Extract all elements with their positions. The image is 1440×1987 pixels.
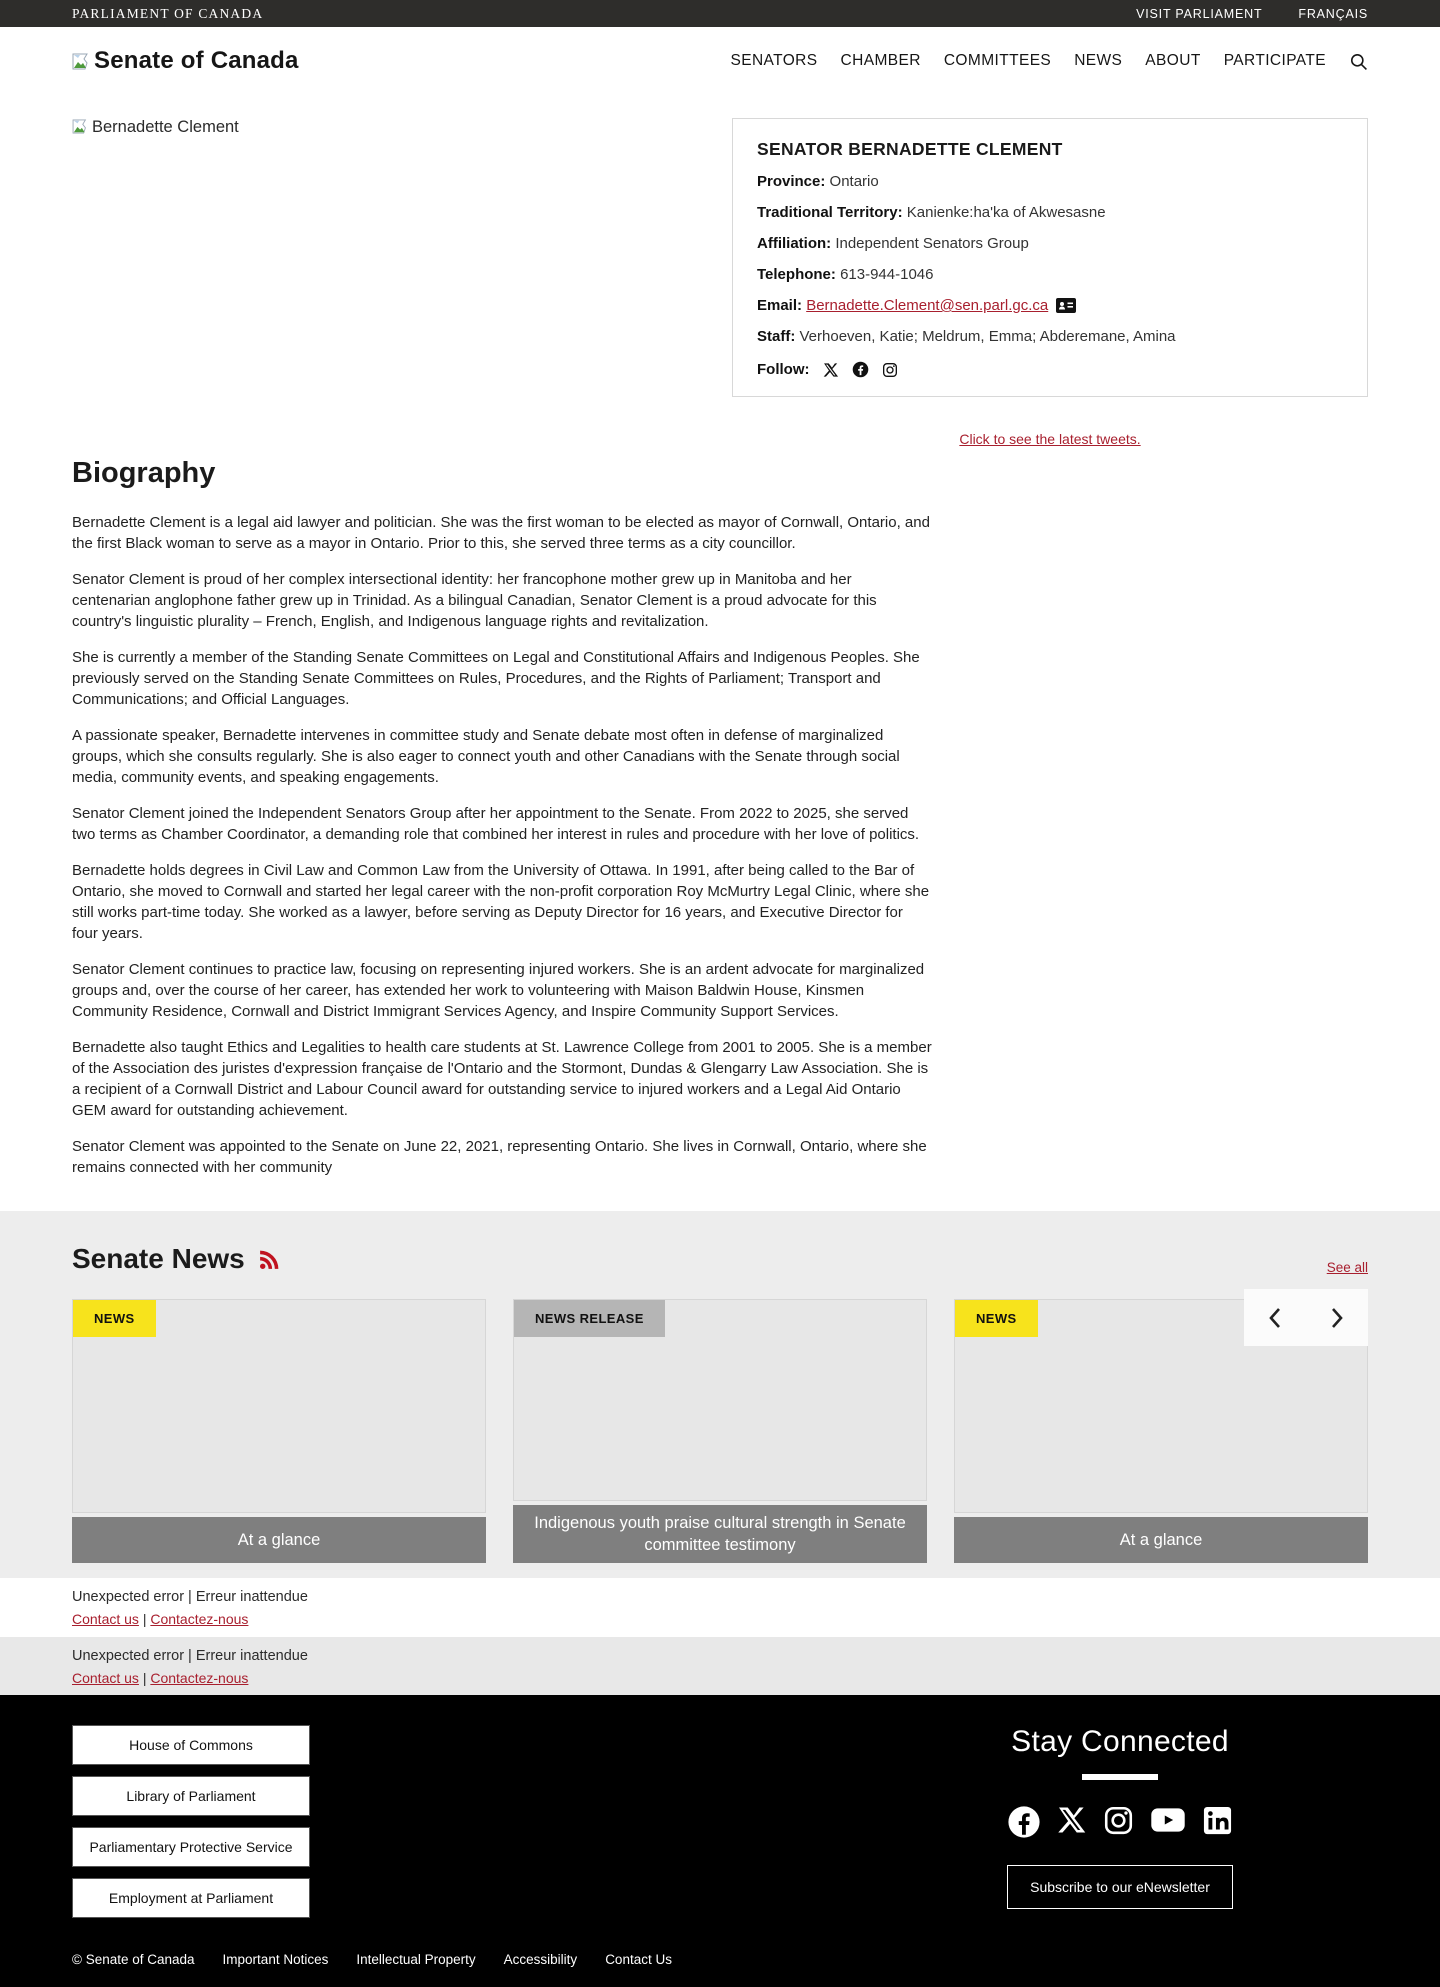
nav-senators[interactable]: SENATORS xyxy=(730,52,818,69)
nav-news[interactable]: NEWS xyxy=(1074,52,1123,69)
territory-row: Traditional Territory: Kanienke:ha'ka of Akwesasne xyxy=(757,204,1106,221)
biography-title: Biography xyxy=(72,457,216,489)
linkedin-icon[interactable] xyxy=(1202,1805,1233,1839)
see-all-link[interactable]: See all xyxy=(1326,1260,1368,1275)
senator-photo-alt-text: Bernadette Clement xyxy=(92,118,239,136)
library-of-parliament-button[interactable]: Library of Parliament xyxy=(72,1776,310,1816)
broken-image-icon xyxy=(72,119,90,134)
biography-section xyxy=(72,457,932,1178)
biography-paragraph: Senator Clement continues to practice law, focusing on representing injured workers. She is an ardent advocate for marginalized groups and, over the course of her career, has extended her work to volunteering with Maison Baldwin House, Kinsmen Community Residence, Cornwall and District Immigrant Services Agency, and Inspire Community Support Services. xyxy=(72,961,925,1020)
visit-parliament-link[interactable]: VISIT PARLIAMENT xyxy=(1136,6,1263,21)
news-card-title: At a glance xyxy=(954,1517,1368,1563)
affiliation-row: Affiliation: Independent Senators Group xyxy=(757,235,1029,252)
nav-committees[interactable]: COMMITTEES xyxy=(943,52,1052,69)
error-strip: Unexpected error | Erreur inattendue Contact us | Contactez-nous xyxy=(0,1578,1440,1637)
accessibility-link[interactable]: Accessibility xyxy=(503,1952,578,1967)
biography-paragraph: Bernadette Clement is a legal aid lawyer and politician. She was the first woman to be elected as mayor of Cornwall, Ontario, and the first Black woman to serve as a mayor in Ontario. Prior to this, she served three terms as a city councillor. xyxy=(72,514,930,552)
instagram-icon[interactable] xyxy=(882,362,898,378)
employment-at-parliament-button[interactable]: Employment at Parliament xyxy=(72,1878,310,1918)
footer-bottom-bar xyxy=(72,1952,1368,1987)
x-icon[interactable] xyxy=(1057,1805,1087,1839)
senate-logo[interactable] xyxy=(72,47,299,75)
x-icon[interactable] xyxy=(823,362,839,378)
facebook-icon[interactable] xyxy=(852,361,869,378)
latest-tweets-link[interactable]: Click to see the latest tweets. xyxy=(959,431,1141,447)
news-card-image-placeholder xyxy=(513,1299,927,1501)
site-header xyxy=(0,27,1440,95)
important-notices-link[interactable]: Important Notices xyxy=(222,1952,329,1967)
biography-paragraph: Senator Clement joined the Independent Senators Group after her appointment to the Senate. From 2022 to 2025, she served two terms as Chamber Coordinator, a demanding role that combined her interest in rules and procedure with her love of politics. xyxy=(72,805,920,843)
heading-underline xyxy=(1082,1774,1158,1780)
carousel-pager xyxy=(1244,1289,1368,1346)
news-card[interactable] xyxy=(72,1299,486,1563)
main-content xyxy=(0,95,1440,1211)
email-row: Email: Bernadette.Clement@sen.parl.gc.ca xyxy=(757,297,1343,315)
search-icon[interactable] xyxy=(1349,52,1368,71)
contact-us-link[interactable]: Contact us xyxy=(72,1611,139,1627)
facebook-icon[interactable] xyxy=(1007,1805,1041,1839)
language-toggle-link[interactable]: FRANÇAIS xyxy=(1298,6,1368,21)
news-badge: NEWS xyxy=(73,1300,156,1337)
telephone-row: Telephone: 613-944-1046 xyxy=(757,266,934,283)
rss-icon[interactable] xyxy=(257,1247,282,1272)
province-row: Province: Ontario xyxy=(757,173,879,190)
senate-news-section xyxy=(0,1211,1440,1578)
error-message: Unexpected error | Erreur inattendue xyxy=(72,1648,308,1664)
copyright-text: © Senate of Canada xyxy=(72,1952,195,1967)
intellectual-property-link[interactable]: Intellectual Property xyxy=(356,1952,476,1967)
senator-info-card xyxy=(732,118,1368,397)
contact-us-link[interactable]: Contact Us xyxy=(605,1952,672,1967)
staff-row: Staff: Verhoeven, Katie; Meldrum, Emma; Abderemane, Amina xyxy=(757,328,1176,345)
news-card-title: At a glance xyxy=(72,1517,486,1563)
youtube-icon[interactable] xyxy=(1150,1805,1186,1839)
main-navigation xyxy=(730,52,1368,71)
instagram-icon[interactable] xyxy=(1103,1805,1134,1839)
broken-image-icon xyxy=(72,53,92,70)
biography-paragraph: A passionate speaker, Bernadette intervenes in committee study and Senate debate most often in defense of marginalized groups, which she consults regularly. She is also eager to connect youth and other Canadians with the Senate through social media, community events, and speaking engagements. xyxy=(72,727,900,786)
contact-us-link[interactable]: Contact us xyxy=(72,1670,139,1686)
email-link[interactable]: Bernadette.Clement@sen.parl.gc.ca xyxy=(806,297,1049,314)
nav-about[interactable]: ABOUT xyxy=(1145,52,1201,69)
biography-paragraph: Bernadette also taught Ethics and Legalities to health care students at St. Lawrence College from 2001 to 2005. She is a member of the Association des juristes d'expression française de l'Ontario and the Stormont, Dundas & Glengarry Law Association. She is a recipient of a Cornwall District and Labour Council award for outstanding service to injured workers and a Legal Aid Ontario GEM award for outstanding achievement. xyxy=(72,1039,932,1119)
senator-name-title: SENATOR BERNADETTE CLEMENT xyxy=(757,139,1063,159)
house-of-commons-button[interactable]: House of Commons xyxy=(72,1725,310,1765)
stay-connected-title: Stay Connected xyxy=(1011,1725,1229,1758)
contactez-nous-link[interactable]: Contactez-nous xyxy=(150,1670,249,1686)
senator-photo-broken xyxy=(72,118,239,455)
biography-paragraph: Bernadette holds degrees in Civil Law and Common Law from the University of Ottawa. In 1991, after being called to the Bar of Ontario, she moved to Cornwall and started her legal career with the non-profit corporation Roy McMurtry Legal Clinic, where she still works part-time today. She worked as a lawyer, before serving as Deputy Director for 16 years, and Executive Director for four years. xyxy=(72,862,930,942)
nav-participate[interactable]: PARTICIPATE xyxy=(1223,52,1326,69)
parliamentary-protective-service-button[interactable]: Parliamentary Protective Service xyxy=(72,1827,310,1867)
partner-links-column xyxy=(72,1725,310,1952)
error-strip: Unexpected error | Erreur inattendue Contact us | Contactez-nous xyxy=(0,1637,1440,1695)
biography-paragraph: Senator Clement was appointed to the Senate on June 22, 2021, representing Ontario. She lives in Cornwall, Ontario, where she remains connected with her community xyxy=(72,1138,927,1176)
news-release-badge: NEWS RELEASE xyxy=(514,1300,665,1337)
biography-paragraph: She is currently a member of the Standing Senate Committees on Legal and Constitutional Affairs and Indigenous Peoples. She previously served on the Standing Senate Committees on Rules, Procedures, and the Rights of Parliament; Transport and Communications; and Official Languages. xyxy=(72,649,920,708)
news-badge: NEWS xyxy=(955,1300,1038,1337)
news-card-image-placeholder xyxy=(72,1299,486,1513)
contact-card-icon[interactable] xyxy=(1056,298,1076,313)
follow-row: Follow: xyxy=(757,361,1343,378)
news-cards-row xyxy=(72,1299,1368,1563)
news-card[interactable] xyxy=(513,1299,927,1563)
subscribe-newsletter-button[interactable]: Subscribe to our eNewsletter xyxy=(1007,1865,1233,1909)
nav-chamber[interactable]: CHAMBER xyxy=(840,52,921,69)
site-footer xyxy=(0,1695,1440,1987)
chevron-right-icon[interactable] xyxy=(1317,1298,1357,1338)
logo-alt-text: Senate of Canada xyxy=(94,47,299,74)
stay-connected-section xyxy=(960,1725,1280,1952)
parliament-brand: PARLIAMENT OF CANADA xyxy=(72,5,264,21)
biography-paragraph: Senator Clement is proud of her complex intersectional identity: her francophone mother grew up in Manitoba and her centenarian anglophone father grew up in Trinidad. As a bilingual Canadian, Senator Clement is a proud advocate for this country's linguistic plurality – French, English, and Indigenous language rights and revitalization. xyxy=(72,571,877,630)
error-message: Unexpected error | Erreur inattendue xyxy=(72,1589,308,1605)
contactez-nous-link[interactable]: Contactez-nous xyxy=(150,1611,249,1627)
chevron-left-icon[interactable] xyxy=(1255,1298,1295,1338)
senate-news-title: Senate News xyxy=(72,1243,245,1274)
government-top-bar xyxy=(0,0,1440,27)
news-card-title: Indigenous youth praise cultural strength in Senate committee testimony xyxy=(513,1505,927,1563)
